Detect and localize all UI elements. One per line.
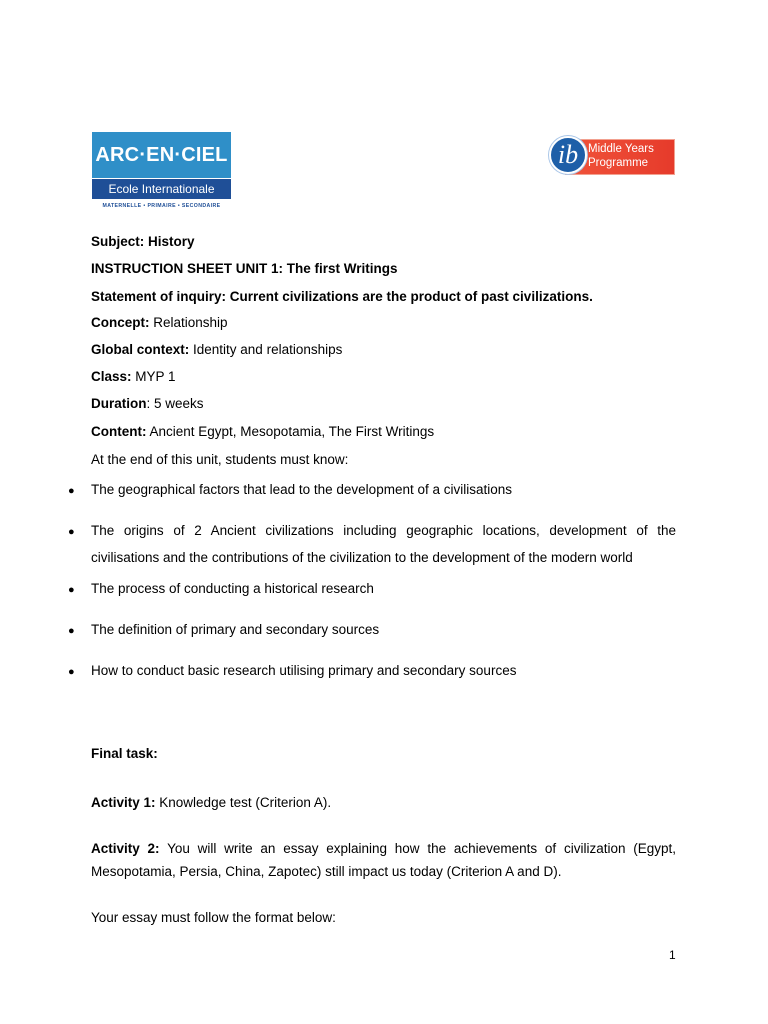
subject-line: Subject: History xyxy=(91,234,195,249)
global-context-line xyxy=(91,342,342,357)
duration-value: : 5 weeks xyxy=(146,396,204,411)
bullet-icon: ● xyxy=(68,584,75,596)
concept-value: Relationship xyxy=(149,315,228,330)
class-label: Class: xyxy=(91,369,132,384)
content-value: Ancient Egypt, Mesopotamia, The First Writings xyxy=(146,424,435,439)
list-item: The geographical factors that lead to the development of a civilisations xyxy=(91,482,512,497)
activity-2-label: Activity 2: xyxy=(91,841,160,856)
inquiry-line: Statement of inquiry: Current civilizations are the product of past civilizations. xyxy=(91,289,593,304)
global-context-label: Global context: xyxy=(91,342,190,357)
activity-1-text: Knowledge test (Criterion A). xyxy=(155,795,332,810)
list-item: The origins of 2 Ancient civilizations including geographic locations, development of the civilisations and the contributions of the civilization to the development of the modern world xyxy=(91,523,676,565)
logo-line-2: Programme xyxy=(588,157,649,169)
ib-circle-icon: ib xyxy=(549,136,587,174)
activity-2 xyxy=(91,837,676,883)
logo-title: ARC·EN·CIEL xyxy=(92,132,231,178)
bullet-icon: ● xyxy=(68,526,75,538)
format-note: Your essay must follow the format below: xyxy=(91,910,336,925)
page-number: 1 xyxy=(669,948,676,962)
concept-label: Concept: xyxy=(91,315,150,330)
ib-myp-logo xyxy=(549,136,677,178)
list-item: The process of conducting a historical research xyxy=(91,581,374,596)
logo-line-1: Middle Years xyxy=(588,143,654,155)
duration-label: Duration xyxy=(91,396,147,411)
concept-line xyxy=(91,315,228,330)
duration-line xyxy=(91,396,204,411)
content-label: Content: xyxy=(91,424,147,439)
logo-subtitle: Ecole Internationale xyxy=(92,179,231,199)
list-item: How to conduct basic research utilising primary and secondary sources xyxy=(91,663,517,678)
activity-2-text: You will write an essay explaining how the achievements of civilization (Egypt, Mesopotamia, Persia, China, Zapotec) still impact us today (Criterion A and D). xyxy=(91,841,676,879)
logo-tagline: MATERNELLE • PRIMAIRE • SECONDAIRE xyxy=(102,203,221,209)
final-task-heading: Final task: xyxy=(91,746,158,761)
arc-en-ciel-logo xyxy=(92,132,231,214)
bullet-icon: ● xyxy=(68,485,75,497)
content-line xyxy=(91,424,434,439)
activity-1-label: Activity 1: xyxy=(91,795,156,810)
logo-text xyxy=(588,142,654,170)
instruction-line: INSTRUCTION SHEET UNIT 1: The first Writings xyxy=(91,261,398,276)
global-context-value: Identity and relationships xyxy=(189,342,343,357)
bullet-icon: ● xyxy=(68,625,75,637)
class-value: MYP 1 xyxy=(131,369,176,384)
list-item: The definition of primary and secondary sources xyxy=(91,622,380,637)
class-line xyxy=(91,369,176,384)
intro-line: At the end of this unit, students must know: xyxy=(91,452,349,467)
bullet-icon: ● xyxy=(68,666,75,678)
activity-1 xyxy=(91,795,331,810)
